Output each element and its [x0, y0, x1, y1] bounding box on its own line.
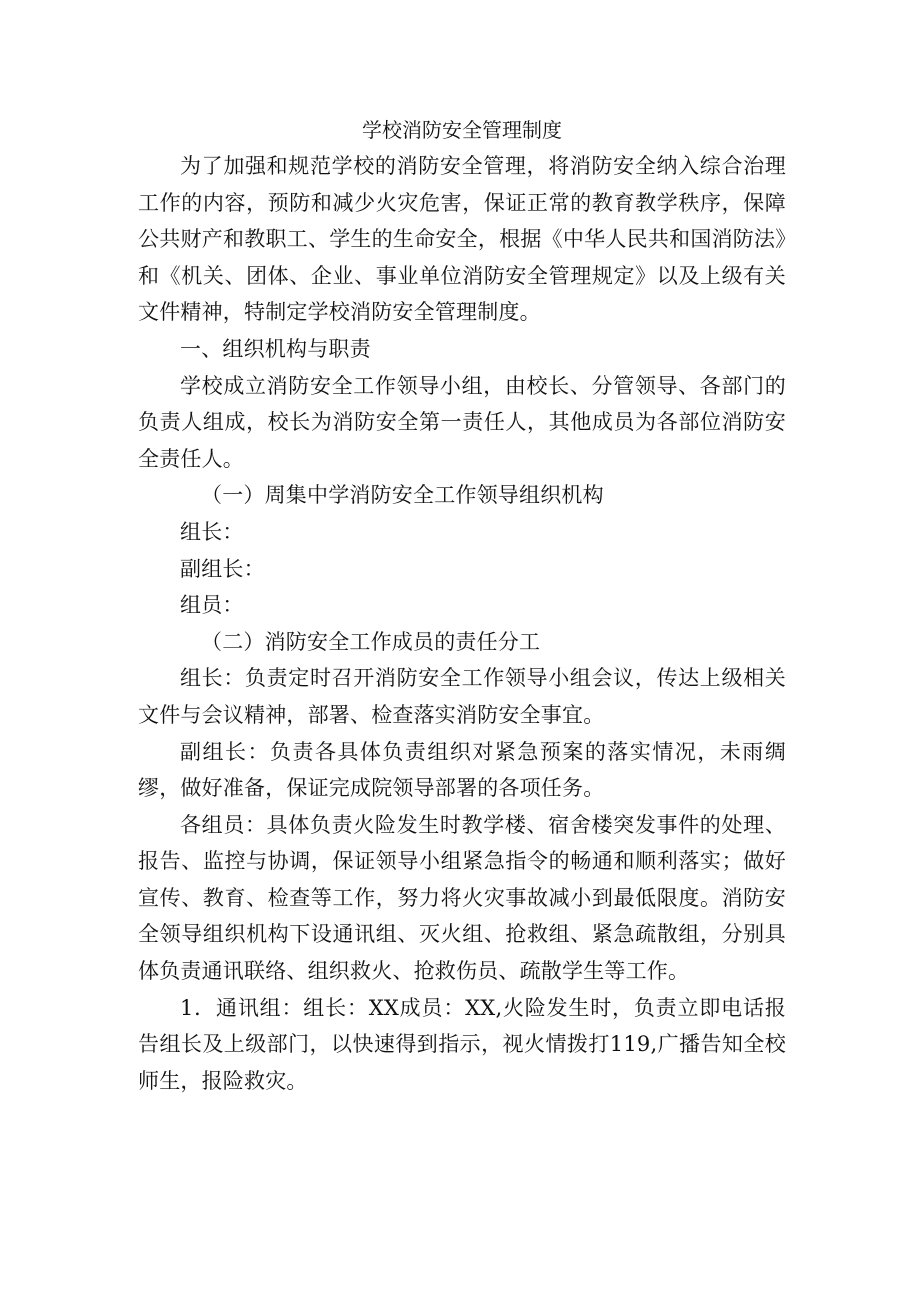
- line-deputy-leader: 副组长：: [180, 556, 265, 581]
- subsection-heading-duties: （二）消防安全工作成员的责任分工: [201, 629, 541, 654]
- line-group-leader: 组长：: [180, 519, 244, 544]
- subsection-heading-structure: （一）周集中学消防安全工作领导组织机构: [201, 483, 604, 508]
- paragraph-deputy-duties: 副组长：负责各具体负责组织对紧急预案的落实情况，未雨绸缪，做好准备，保证完成院领导部署的各项任务。: [138, 739, 786, 801]
- document-title: 学校消防安全管理制度: [362, 118, 562, 142]
- paragraph-communication-team: 1．通讯组：组长：XX成员：XX,火险发生时，负责立即电话报告组长及上级部门，以快速得到指示，视火情拨打119,广播告知全校师生，报险救灾。: [138, 995, 786, 1093]
- paragraph-leader-duties: 组长：负责定时召开消防安全工作领导小组会议，传达上级相关文件与会议精神，部署、检查落实消防安全事宜。: [138, 666, 786, 727]
- document-body: [138, 114, 786, 1099]
- paragraph-leadership-group: 学校成立消防安全工作领导小组，由校长、分管领导、各部门的负责人组成，校长为消防安全第一责任人，其他成员为各部位消防安全责任人。: [138, 373, 786, 471]
- paragraph-member-duties: 各组员：具体负责火险发生时教学楼、宿舍楼突发事件的处理、报告、监控与协调，保证领导小组紧急指令的畅通和顺利落实；做好宣传、教育、检查等工作，努力将火灾事故减小到最低限度。消防安全领导组织机构下设通讯组、灭火组、抢救组、紧急疏散组，分别具体负责通讯联络、组织救火、抢救伤员、疏散学生等工作。: [138, 812, 786, 984]
- section-heading-organization: 一、组织机构与职责: [180, 336, 371, 361]
- paragraph-intro: 为了加强和规范学校的消防安全管理，将消防安全纳入综合治理工作的内容，预防和减少火灾危害，保证正常的教育教学秩序，保障公共财产和教职工、学生的生命安全，根据《中华人民共和国消防法》和《机关、团体、企业、事业单位消防安全管理规定》以及上级有关文件精神，特制定学校消防安全管理制度。: [138, 154, 786, 325]
- line-group-members: 组员：: [180, 593, 244, 618]
